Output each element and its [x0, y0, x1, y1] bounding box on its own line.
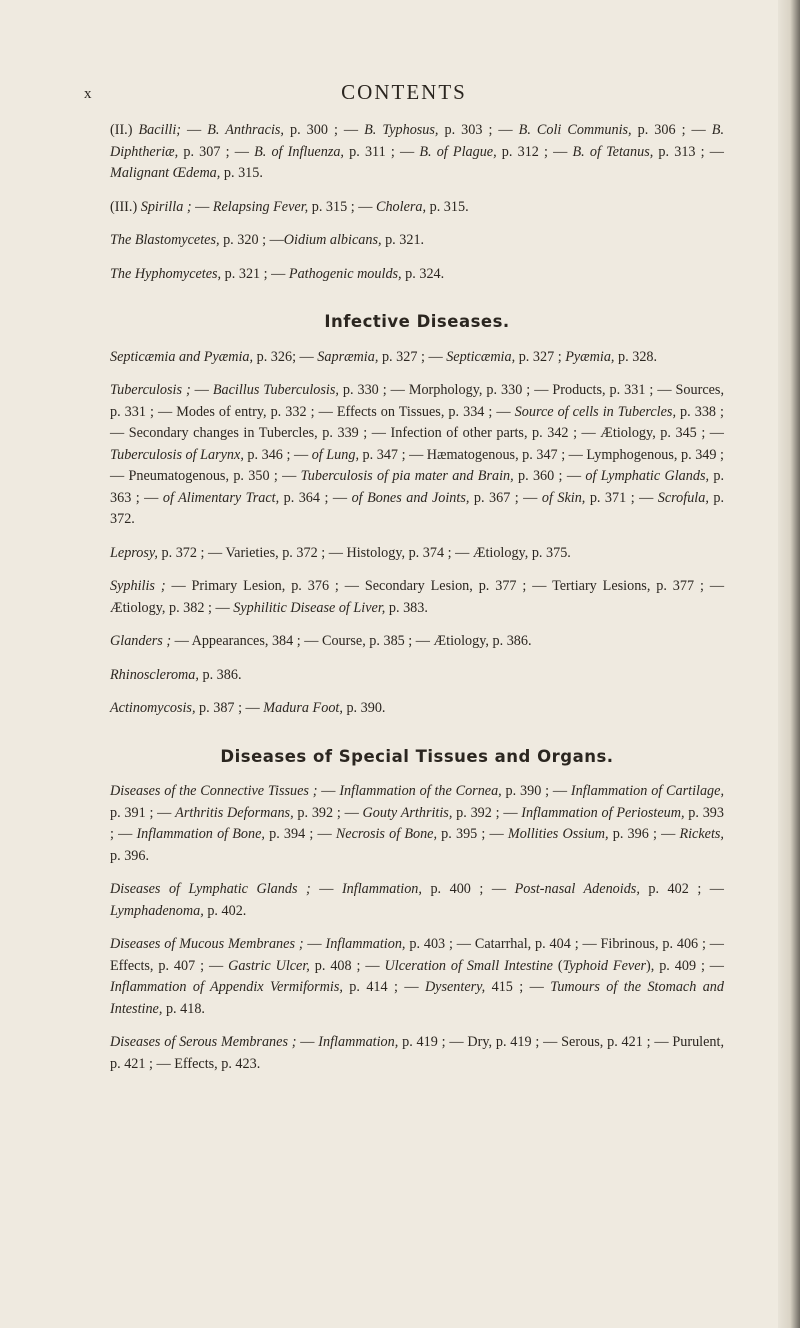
section-heading: Infective Diseases.: [324, 312, 510, 331]
contents-entry: Septicæmia and Pyæmia, p. 326; — Sapræmia, p. 327 ; — Septicæmia, p. 327 ; Pyæmia, p. 328.: [110, 348, 658, 365]
contents-entry: Diseases of Lymphatic Glands ; — Inflammation, p. 400 ; — Post-nasal Adenoids, p. 402 ; — Lymphadenoma, p. 402.: [110, 881, 724, 919]
contents-body: [110, 120, 724, 1087]
page-edge-shadow: [778, 0, 800, 1328]
contents-entry: Diseases of Mucous Membranes ; — Inflammation, p. 403 ; — Catarrhal, p. 404 ; — Fibrinous, p. 406 ; — Effects, p. 407 ; — Gastric Ulcer, p. 408 ; — Ulceration of Small Intestine (Typhoid Fever), p. 409 ; — Inflammation of Appendix Vermiformis, p. 414 ; — Dysentery, 415 ; — Tumours of the Stomach and Intestine, p. 418.: [110, 936, 724, 1017]
page-header: [84, 80, 724, 104]
contents-entry: Diseases of Serous Membranes ; — Inflammation, p. 419 ; — Dry, p. 419 ; — Serous, p. 421 ; — Purulent, p. 421 ; — Effects, p. 423.: [110, 1034, 724, 1072]
running-head-title: CONTENTS: [341, 80, 467, 104]
contents-entry: (II.) Bacilli; — B. Anthracis, p. 300 ; — B. Typhosus, p. 303 ; — B. Coli Communis, p. 306 ; — B. Diphtheriæ, p. 307 ; — B. of Influenza, p. 311 ; — B. of Plague, p. 312 ; — B. of Tetanus, p. 313 ; — Malignant Œdema, p. 315.: [110, 122, 724, 181]
section-heading: Diseases of Special Tissues and Organs.: [220, 746, 614, 766]
contents-entry: The Hyphomycetes, p. 321 ; — Pathogenic moulds, p. 324.: [110, 265, 445, 282]
contents-entry: Actinomycosis, p. 387 ; — Madura Foot, p. 390.: [110, 700, 386, 716]
contents-entry: Rhinoscleroma, p. 386.: [110, 666, 242, 683]
contents-entry: Leprosy, p. 372 ; — Varieties, p. 372 ; — Histology, p. 374 ; — Ætiology, p. 375.: [110, 544, 571, 561]
contents-entry: Glanders ; — Appearances, 384 ; — Course, p. 385 ; — Ætiology, p. 386.: [110, 633, 532, 649]
page-number: x: [84, 86, 93, 102]
contents-entry: The Blastomycetes, p. 320 ; —Oidium albicans, p. 321.: [110, 232, 425, 248]
contents-entry: (III.) Spirilla ; — Relapsing Fever, p. 315 ; — Cholera, p. 315.: [110, 198, 469, 215]
contents-entry: Tuberculosis ; — Bacillus Tuberculosis, p. 330 ; — Morphology, p. 330 ; — Products, p. 331 ; — Sources, p. 331 ; — Modes of entry, p. 332 ; — Effects on Tissues, p. 334 ; — Source of cells in Tubercles, p. 338 ; — Secondary changes in Tubercles, p. 339 ; — Infection of other parts, p. 342 ; — Ætiology, p. 345 ; — Tuberculosis of Larynx, p. 346 ; — of Lung, p. 347 ; — Hæmatogenous, p. 347 ; — Lymphogenous, p. 349 ; — Pneumatogenous, p. 350 ; — Tuberculosis of pia mater and Brain, p. 360 ; — of Lymphatic Glands, p. 363 ; — of Alimentary Tract, p. 364 ; — of Bones and Joints, p. 367 ; — of Skin, p. 371 ; — Scrofula, p. 372.: [110, 382, 725, 527]
contents-entry: Syphilis ; — Primary Lesion, p. 376 ; — Secondary Lesion, p. 377 ; — Tertiary Lesions, p. 377 ; — Ætiology, p. 382 ; — Syphilitic Disease of Liver, p. 383.: [110, 578, 725, 616]
contents-entry: Diseases of the Connective Tissues ; — Inflammation of the Cornea, p. 390 ; — Inflammation of Cartilage, p. 391 ; — Arthritis Deformans, p. 392 ; — Gouty Arthritis, p. 392 ; — Inflammation of Periosteum, p. 393 ; — Inflammation of Bone, p. 394 ; — Necrosis of Bone, p. 395 ; — Mollities Ossium, p. 396 ; — Rickets, p. 396.: [110, 783, 724, 864]
